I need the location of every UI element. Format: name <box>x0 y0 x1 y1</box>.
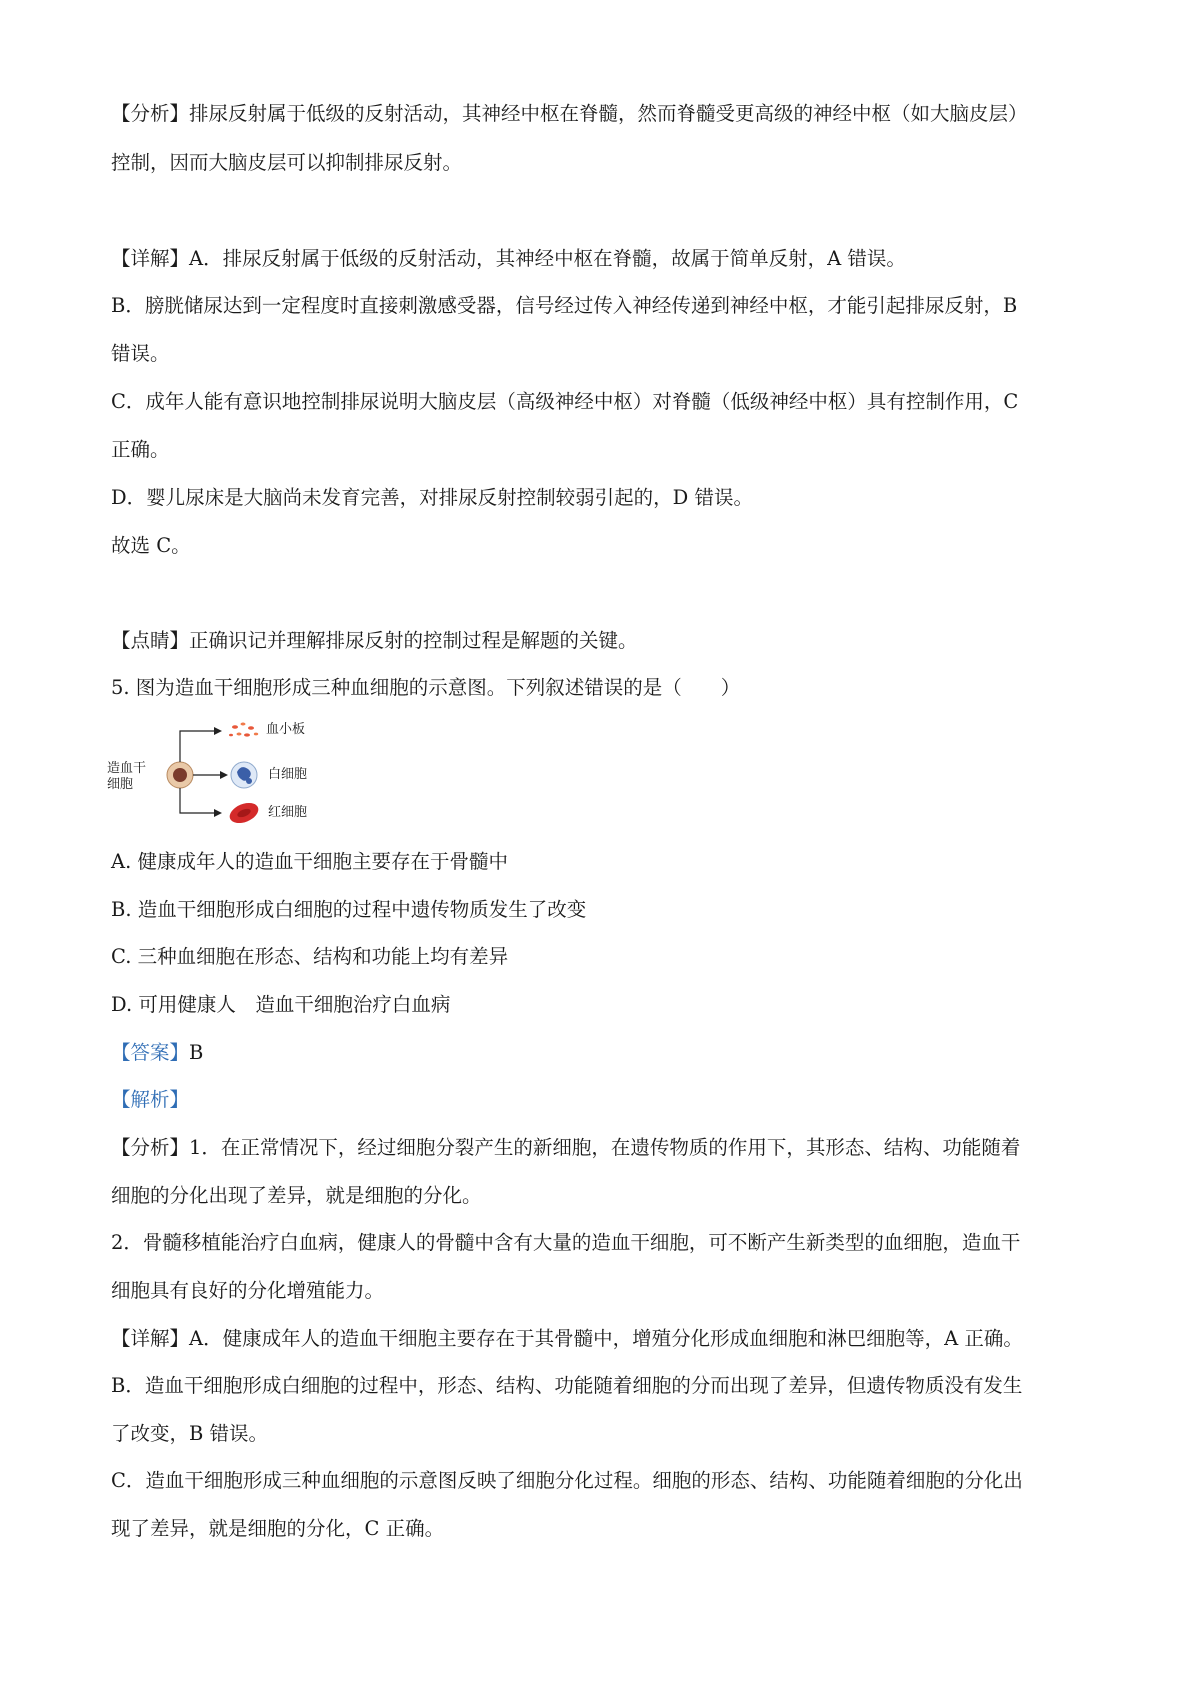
detail-c-line-2: 正确。 <box>111 438 170 461</box>
arrow-to-platelet <box>180 731 214 762</box>
choice-line: 故选 C。 <box>111 534 191 557</box>
detail-b-line-1: B．膀胱储尿达到一定程度时直接刺激感受器，信号经过传入神经传递到神经中枢，才能引起排尿反射，B <box>111 294 1018 317</box>
rbc-label: 红细胞 <box>268 805 308 820</box>
hematopoiesis-diagram <box>107 715 330 825</box>
q5-detail-c-line-2: 现了差异，就是细胞的分化，C 正确。 <box>111 1517 445 1540</box>
platelet-label: 血小板 <box>266 722 306 737</box>
analysis-line-1: 【分析】排尿反射属于低级的反射活动，其神经中枢在脊髓，然而脊髓受更高级的神经中枢（如大脑皮层） <box>111 102 1028 125</box>
detail-b-line-2: 错误。 <box>111 342 170 365</box>
option-a: A. 健康成年人的造血干细胞主要存在于骨髓中 <box>111 850 508 873</box>
answer-tag: 【答案】 <box>111 1041 190 1064</box>
stem-cell-label-1: 造血干 <box>107 761 147 776</box>
option-b: B. 造血干细胞形成白细胞的过程中遗传物质发生了改变 <box>111 898 587 921</box>
q5-detail-c-line-1: C．造血干细胞形成三种血细胞的示意图反映了细胞分化过程。细胞的形态、结构、功能随着细胞的分化出 <box>111 1469 1023 1492</box>
arrow-to-rbc <box>180 788 214 813</box>
option-c: C. 三种血细胞在形态、结构和功能上均有差异 <box>111 945 509 968</box>
answer-value: B <box>189 1041 204 1064</box>
option-d: D. 可用健康人 造血干细胞治疗白血病 <box>111 993 451 1016</box>
answer-line <box>111 1039 1101 1067</box>
explain-tag: 【解析】 <box>111 1088 190 1111</box>
q5-analysis1-line-1: 【分析】1．在正常情况下，经过细胞分裂产生的新细胞，在遗传物质的作用下，其形态、结构、功能随着 <box>111 1136 1021 1159</box>
detail-a: 【详解】A．排尿反射属于低级的反射活动，其神经中枢在脊髓，故属于简单反射，A 错误。 <box>111 247 906 270</box>
red-blood-cell-icon <box>227 799 262 825</box>
stem-cell-nucleus-icon <box>173 768 187 782</box>
detail-d: D．婴儿尿床是大脑尚未发育完善，对排尿反射控制较弱引起的，D 错误。 <box>111 486 753 509</box>
platelet-icon <box>229 723 258 737</box>
white-blood-cell-icon <box>231 762 257 788</box>
stem-cell-label-2: 细胞 <box>107 777 134 792</box>
analysis-line-2: 控制，因而大脑皮层可以抑制排尿反射。 <box>111 151 463 174</box>
q5-analysis2-line-1: 2．骨髓移植能治疗白血病，健康人的骨髓中含有大量的造血干细胞，可不断产生新类型的血细胞，造血干 <box>111 1231 1021 1254</box>
arrowhead-rbc-icon <box>214 809 222 817</box>
wbc-label: 白细胞 <box>268 767 308 782</box>
q5-detail-a: 【详解】A．健康成年人的造血干细胞主要存在于其骨髓中，增殖分化形成血细胞和淋巴细胞等，A 正确。 <box>111 1327 1023 1350</box>
q5-detail-b-line-2: 了改变，B 错误。 <box>111 1422 269 1445</box>
question-stem: 5. 图为造血干细胞形成三种血细胞的示意图。下列叙述错误的是（ ） <box>111 676 741 699</box>
detail-c-line-1: C．成年人能有意识地控制排尿说明大脑皮层（高级神经中枢）对脊髓（低级神经中枢）具有控制作用，C <box>111 390 1019 413</box>
q5-analysis2-line-2: 细胞具有良好的分化增殖能力。 <box>111 1279 385 1302</box>
q5-analysis1-line-2: 细胞的分化出现了差异，就是细胞的分化。 <box>111 1184 482 1207</box>
arrowhead-wbc-icon <box>220 771 228 779</box>
q5-detail-b-line-1: B．造血干细胞形成白细胞的过程中，形态、结构、功能随着细胞的分而出现了差异，但遗传物质没有发生 <box>111 1374 1023 1397</box>
tip-line: 【点睛】正确识记并理解排尿反射的控制过程是解题的关键。 <box>111 629 638 652</box>
arrowhead-platelet-icon <box>214 727 222 735</box>
